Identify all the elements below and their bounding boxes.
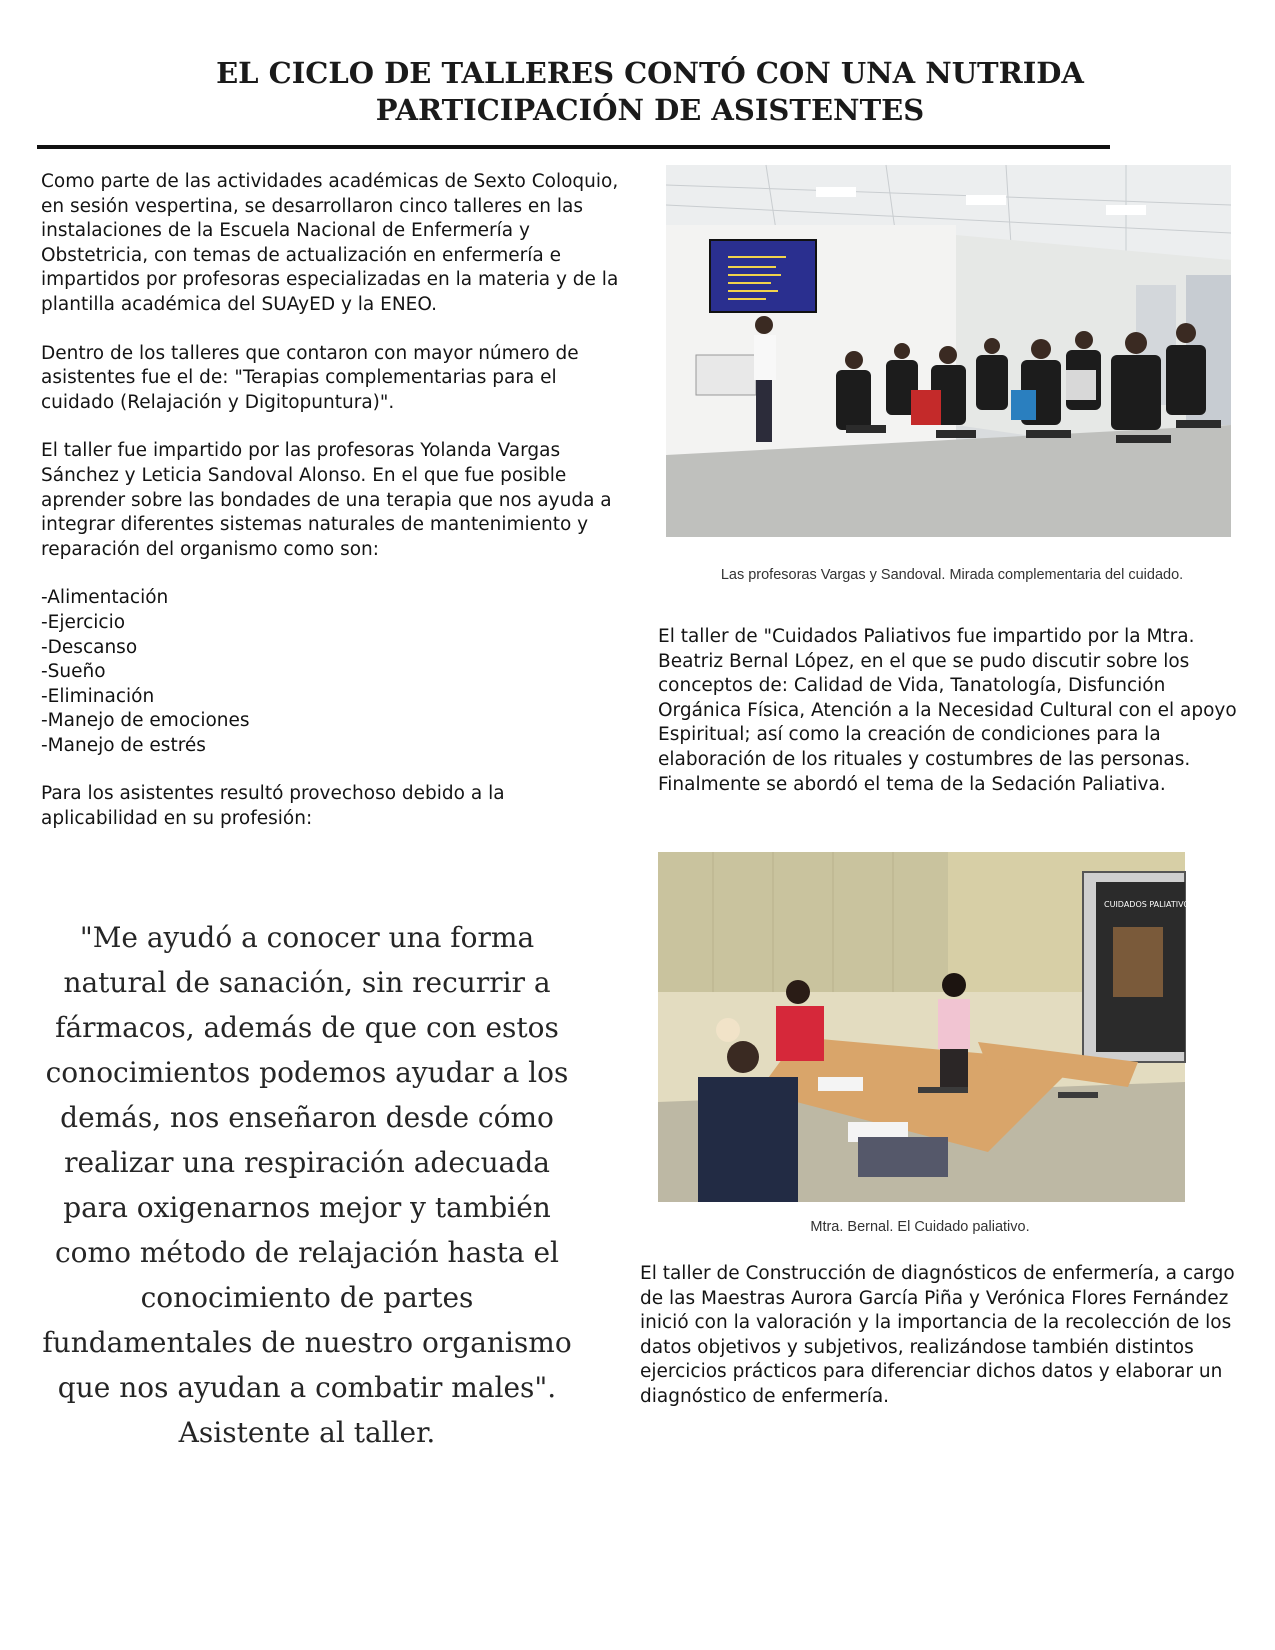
list-item: -Manejo de emociones: [41, 710, 250, 732]
photo-2-caption: Mtra. Bernal. El Cuidado paliativo.: [810, 1219, 1030, 1235]
intro-paragraph: Como parte de las actividades académicas de Sexto Coloquio, en sesión vespertina, se desarrollaron cinco talleres en las instalaciones de la Escuela Nacional de Enfermería y Obstetricia, con temas de actualización en enfermería e impartidos por profesoras especializadas en la materia y de la plantilla académica del SUAyED y la ENEO.: [41, 171, 619, 315]
palliative-care-paragraph: El taller de "Cuidados Paliativos fue impartido por la Mtra. Beatriz Bernal López, en el que se pudo discutir sobre los conceptos de: Calidad de Vida, Tanatología, Disfunción Orgánica Física, Atención a la Necesidad Cultural con el apoyo Espiritual; así como la creación de condiciones para la elaboración de los rituales y costumbres de las personas. Finalmente se abordó el tema de la Sedación Paliativa.: [658, 626, 1237, 795]
list-item: -Eliminación: [41, 685, 155, 707]
instructors-paragraph: El taller fue impartido por las profesoras Yolanda Vargas Sánchez y Leticia Sandoval Alonso. En el que fue posible aprender sobre las bondades de una terapia que nos ayuda a integrar diferentes sistemas naturales de mantenimiento y reparación del organismo como son:: [41, 440, 612, 560]
left-column: [41, 170, 621, 856]
title-divider: [37, 145, 1110, 149]
systems-list: [41, 586, 621, 758]
list-item: -Ejercicio: [41, 611, 126, 633]
workshop-photo-2: [658, 852, 1195, 1202]
page-title: [200, 55, 1100, 129]
list-item: -Descanso: [41, 636, 138, 658]
photo-1-caption: Las profesoras Vargas y Sandoval. Mirada complementaria del cuidado.: [720, 567, 1184, 583]
title-line-2: PARTICIPACIÓN DE ASISTENTES: [375, 93, 925, 127]
slide-title: CUIDADOS PALIATIVOS: [1104, 900, 1195, 909]
workshop-photo-1: [666, 165, 1231, 537]
list-item: -Alimentación: [41, 587, 169, 609]
list-item: -Manejo de estrés: [41, 734, 206, 756]
workshop-paragraph: Dentro de los talleres que contaron con mayor número de asistentes fue el de: "Terapias complementarias para el cuidado (Relajación y Digitopuntura)".: [41, 342, 579, 413]
list-item: -Sueño: [41, 661, 106, 683]
diagnostics-paragraph: El taller de Construcción de diagnósticos de enfermería, a cargo de las Maestras Aurora García Piña y Verónica Flores Fernández inició con la valoración y la importancia de la recolección de los datos objetivos y subjetivos, realizándose también distintos ejercicios prácticos para diferenciar dichos datos y elaborar un diagnóstico de enfermería.: [640, 1263, 1235, 1407]
testimonial-quote: "Me ayudó a conocer una forma natural de sanación, sin recurrir a fármacos, además de que con estos conocimientos podemos ayudar a los demás, nos enseñaron desde cómo realizar una respiración adecuada para oxigenarnos mejor y también como método de relajación hasta el conocimiento de partes fundamentales de nuestro organismo que nos ayudan a combatir males". Asistente al taller.: [42, 921, 572, 1449]
title-line-1: EL CICLO DE TALLERES CONTÓ CON UNA NUTRIDA: [216, 56, 1084, 90]
benefit-paragraph: Para los asistentes resultó provechoso debido a la aplicabilidad en su profesión:: [41, 783, 505, 830]
